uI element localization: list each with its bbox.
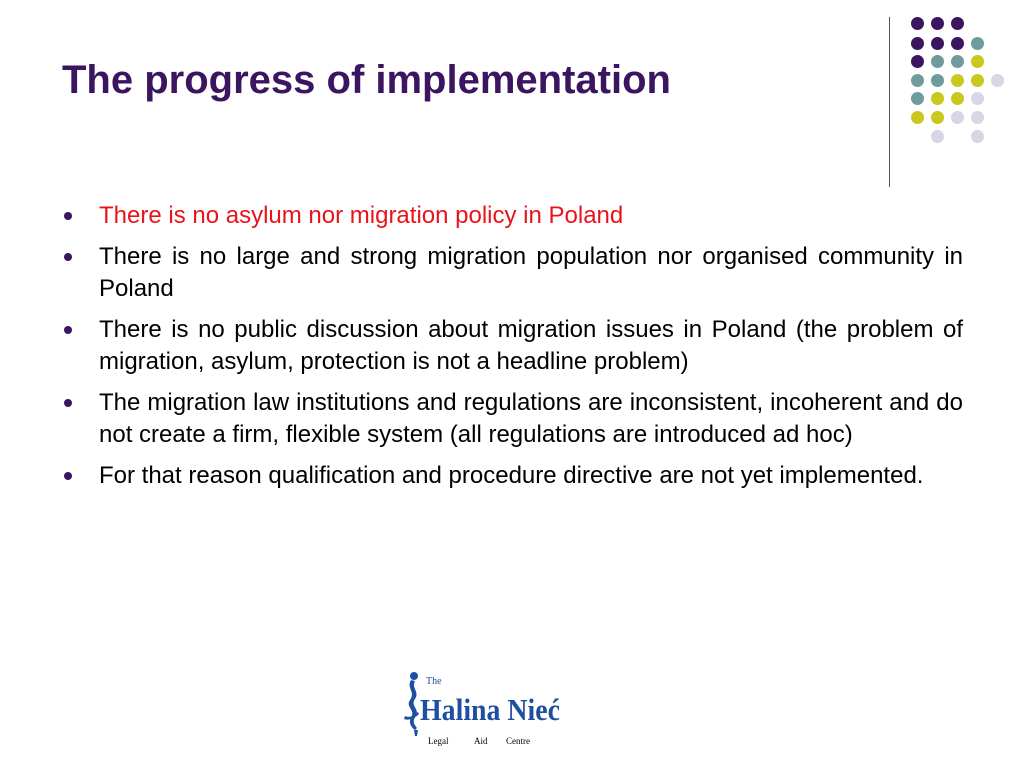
- decorative-dot: [951, 55, 964, 68]
- logo-centre-text: Centre: [506, 736, 530, 746]
- decorative-dot: [931, 74, 944, 87]
- decorative-dot-grid: [0, 0, 1024, 200]
- decorative-dot: [931, 55, 944, 68]
- bullet-text: For that reason qualification and procedure directive are not yet implemented.: [99, 462, 924, 489]
- decorative-dot: [931, 111, 944, 124]
- decorative-dot: [911, 74, 924, 87]
- decorative-dot: [951, 92, 964, 105]
- decorative-dot: [911, 37, 924, 50]
- bullet-item: [62, 314, 963, 378]
- bullet-item: [62, 200, 963, 232]
- bullet-text: There is no large and strong migration population nor organised community in Poland: [99, 243, 963, 302]
- slide-title: The progress of implementation: [62, 58, 671, 102]
- decorative-dot: [971, 74, 984, 87]
- bullet-list: [62, 200, 963, 501]
- decorative-dot: [991, 74, 1004, 87]
- bullet-item: [62, 460, 963, 492]
- decorative-dot: [951, 17, 964, 30]
- decorative-dot: [911, 92, 924, 105]
- logo-name-text: Halina Nieć: [420, 692, 560, 727]
- decorative-dot: [931, 92, 944, 105]
- bullet-icon: [64, 212, 72, 220]
- logo-legal-text: Legal: [428, 736, 449, 746]
- decorative-dot: [931, 17, 944, 30]
- decorative-dot: [911, 55, 924, 68]
- decorative-dot: [931, 37, 944, 50]
- decorative-dot: [951, 37, 964, 50]
- bullet-icon: [64, 399, 72, 407]
- bullet-item: [62, 387, 963, 451]
- bullet-icon: [64, 326, 72, 334]
- decorative-dot: [911, 17, 924, 30]
- logo-figure-icon: [404, 672, 419, 736]
- decorative-dot: [971, 37, 984, 50]
- decorative-dot: [971, 55, 984, 68]
- decorative-dot: [931, 130, 944, 143]
- decorative-dot: [971, 92, 984, 105]
- decorative-dot: [971, 111, 984, 124]
- bullet-text: There is no asylum nor migration policy in Poland: [99, 202, 624, 229]
- bullet-text: The migration law institutions and regulations are inconsistent, incoherent and do not create a firm, flexible system (all regulations are introduced ad hoc): [99, 389, 963, 448]
- decorative-dot: [951, 74, 964, 87]
- decorative-dot: [951, 111, 964, 124]
- bullet-text: There is no public discussion about migration issues in Poland (the problem of migration, asylum, protection is not a headline problem): [99, 316, 963, 375]
- logo-the-text: The: [426, 676, 442, 687]
- bullet-icon: [64, 253, 72, 261]
- logo-aid-text: Aid: [474, 736, 488, 746]
- bullet-icon: [64, 472, 72, 480]
- decorative-dot: [911, 111, 924, 124]
- bullet-item: [62, 241, 963, 305]
- halina-niec-logo: [402, 670, 572, 752]
- decorative-dot: [971, 130, 984, 143]
